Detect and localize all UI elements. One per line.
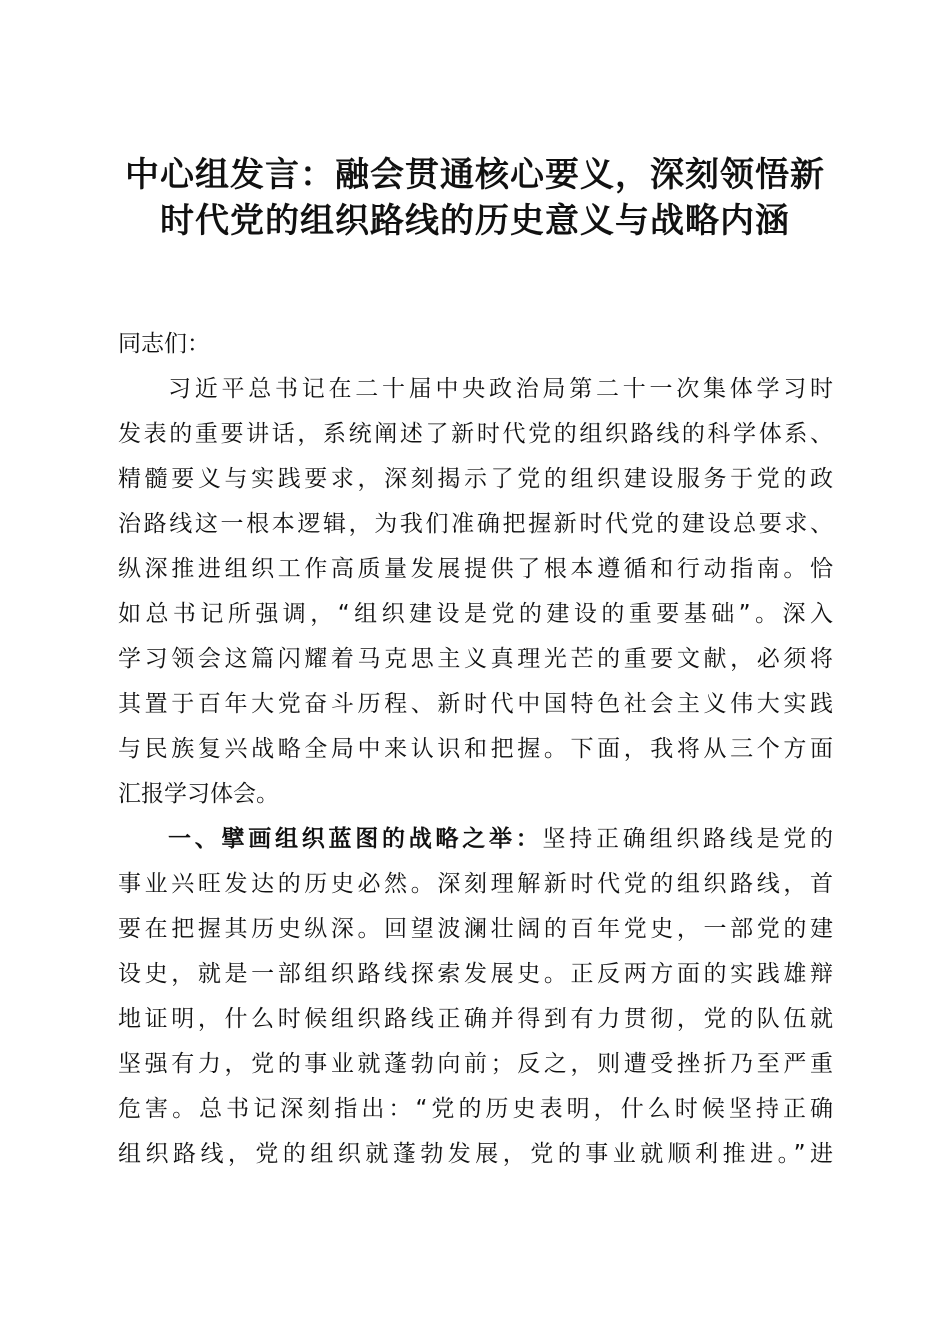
paragraph-line: 坚强有力，党的事业就蓬勃向前；反之，则遭受挫折乃至严重 xyxy=(118,1051,833,1077)
paragraph-line: 学习领会这篇闪耀着马克思主义真理光芒的重要文献，必须将 xyxy=(118,646,833,672)
section-1 xyxy=(118,817,833,1177)
salutation: 同志们： xyxy=(118,331,210,357)
paragraph-line: 事业兴旺发达的历史必然。深刻理解新时代党的组织路线，首 xyxy=(118,871,833,897)
title-line-1: 中心组发言：融会贯通核心要义，深刻领悟新 xyxy=(125,155,825,195)
document-title xyxy=(100,152,850,244)
paragraph-line: 汇报学习体会。 xyxy=(118,781,279,807)
section-1-heading: 一、擘画组织蓝图的战略之举： xyxy=(168,826,543,852)
paragraph-line: 治路线这一根本逻辑，为我们准确把握新时代党的建设总要求、 xyxy=(118,511,833,537)
title-line-2: 时代党的组织路线的历史意义与战略内涵 xyxy=(160,201,790,241)
paragraph-line: 与民族复兴战略全局中来认识和把握。下面，我将从三个方面 xyxy=(118,736,833,762)
paragraph-line: 要在把握其历史纵深。回望波澜壮阔的百年党史，一部党的建 xyxy=(118,916,833,942)
paragraph-line: 组织路线，党的组织就蓬勃发展，党的事业就顺利推进。”进 xyxy=(118,1141,833,1167)
section-1-first-line xyxy=(118,817,833,862)
paragraph-line: 纵深推进组织工作高质量发展提供了根本遵循和行动指南。恰 xyxy=(118,556,833,582)
paragraph-line: 精髓要义与实践要求，深刻揭示了党的组织建设服务于党的政 xyxy=(118,466,833,492)
paragraph-line: 习近平总书记在二十届中央政治局第二十一次集体学习时 xyxy=(168,376,833,402)
paragraph-1 xyxy=(118,367,833,817)
paragraph-line: 如总书记所强调，“组织建设是党的建设的重要基础”。深入 xyxy=(118,601,833,627)
paragraph-line: 危害。总书记深刻指出：“党的历史表明，什么时候坚持正确 xyxy=(118,1096,833,1122)
document-body xyxy=(118,322,833,1177)
paragraph-line: 地证明，什么时候组织路线正确并得到有力贯彻，党的队伍就 xyxy=(118,1006,833,1032)
paragraph-line: 设史，就是一部组织路线探索发展史。正反两方面的实践雄辩 xyxy=(118,961,833,987)
section-1-first-line-text: 坚持正确组织路线是党的 xyxy=(542,826,833,852)
paragraph-line: 发表的重要讲话，系统阐述了新时代党的组织路线的科学体系、 xyxy=(118,421,833,447)
paragraph-line: 其置于百年大党奋斗历程、新时代中国特色社会主义伟大实践 xyxy=(118,691,833,717)
